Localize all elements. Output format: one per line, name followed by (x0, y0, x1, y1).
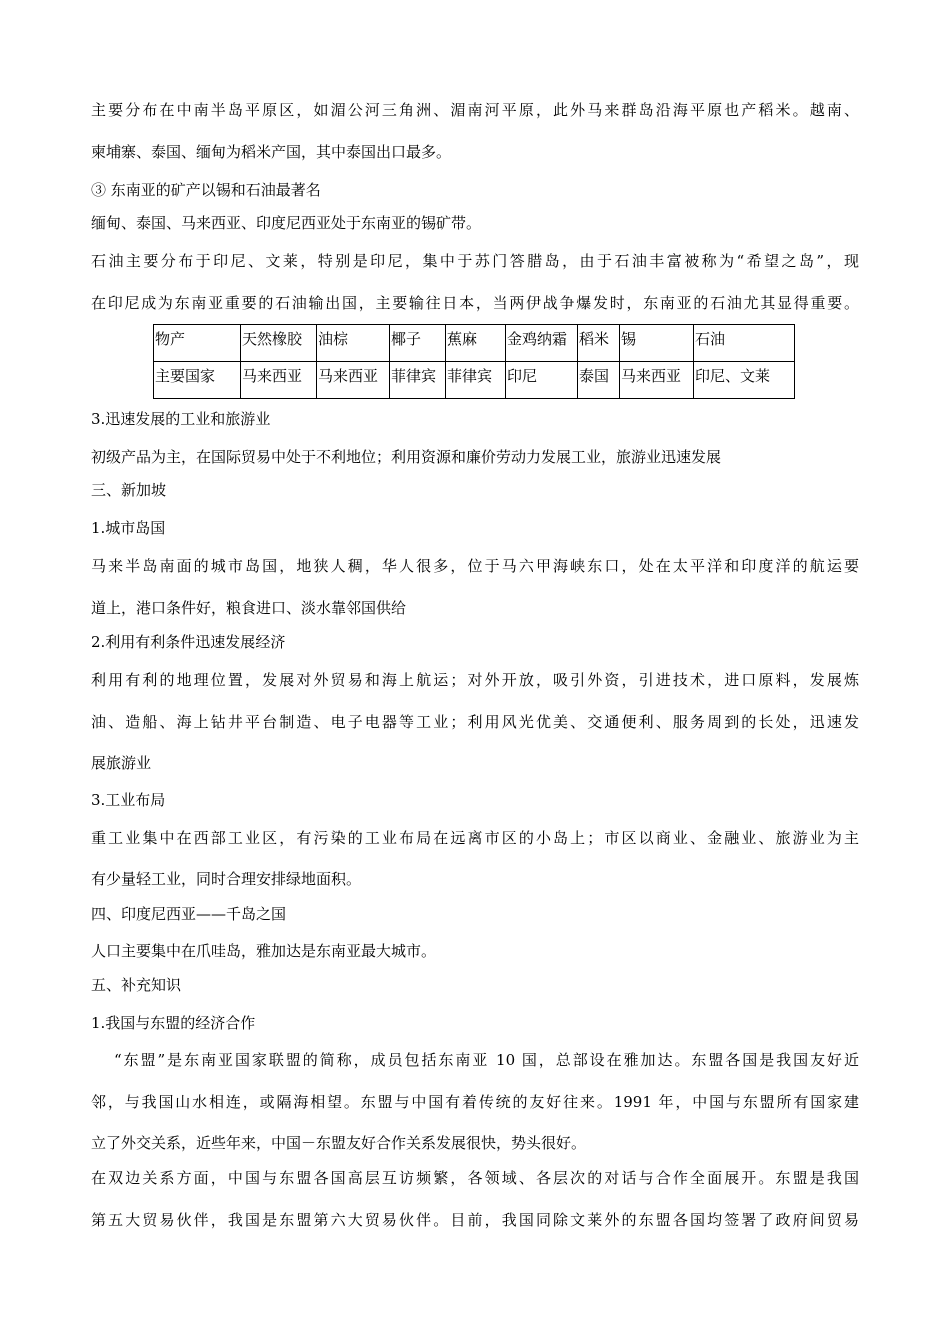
subsection-title: 2.利用有利条件迅速发展经济 (91, 633, 286, 651)
paragraph-economy: 展旅游业 (91, 754, 152, 772)
section-title-singapore: 三、新加坡 (91, 481, 167, 499)
paragraph-city-island: 道上，港口条件好，粮食进口、淡水靠邻国供给 (91, 599, 407, 617)
products-table (153, 324, 795, 399)
paragraph-tin: 缅甸、泰国、马来西亚、印度尼西亚处于东南亚的锡矿带。 (91, 214, 482, 232)
table-cell: 主要国家 (154, 362, 241, 399)
section-title-supplement: 五、补充知识 (91, 976, 182, 994)
paragraph-economy: 利用有利的地理位置，发展对外贸易和海上航运；对外开放，吸引外资，引进技术，进口原料，发展炼 (91, 671, 859, 689)
paragraph-city-island: 马来半岛南面的城市岛国，地狭人稠，华人很多，位于马六甲海峡东口，处在太平洋和印度洋的航运要 (91, 557, 859, 575)
table-cell: 菲律宾 (390, 362, 446, 399)
subsection-title: 1.城市岛国 (91, 519, 166, 537)
table-cell: 稻米 (578, 325, 620, 362)
paragraph-economy: 油、造船、海上钻井平台制造、电子电器等工业；利用风光优美、交通便利、服务周到的长处，迅速发 (91, 713, 859, 731)
paragraph-industry-layout: 有少量轻工业，同时合理安排绿地面积。 (91, 870, 362, 888)
table-cell: 马来西亚 (620, 362, 694, 399)
paragraph-oil: 在印尼成为东南亚重要的石油输出国，主要输往日本，当两伊战争爆发时，东南亚的石油尤其显得重要。 (91, 294, 859, 312)
table-cell: 物产 (154, 325, 241, 362)
heading-minerals: ③ 东南亚的矿产以锡和石油最著名 (91, 181, 321, 199)
paragraph-industry-layout: 重工业集中在西部工业区，有污染的工业布局在远离市区的小岛上；市区以商业、金融业、旅游业为主 (91, 829, 859, 847)
section-title: 3.迅速发展的工业和旅游业 (91, 410, 271, 428)
table-row (154, 362, 795, 399)
table-header-row (154, 325, 795, 362)
table-cell: 蕉麻 (446, 325, 506, 362)
subsection-title: 1.我国与东盟的经济合作 (91, 1014, 256, 1032)
table-cell: 泰国 (578, 362, 620, 399)
table-cell: 菲律宾 (446, 362, 506, 399)
table-cell: 石油 (694, 325, 795, 362)
table-cell: 印尼 (506, 362, 578, 399)
table-cell: 椰子 (390, 325, 446, 362)
paragraph-rice: 柬埔寨、泰国、缅甸为稻米产国，其中泰国出口最多。 (91, 143, 452, 161)
table-cell: 马来西亚 (317, 362, 390, 399)
paragraph-asean: 立了外交关系，近些年来，中国－东盟友好合作关系发展很快，势头很好。 (91, 1134, 587, 1152)
table-cell: 天然橡胶 (241, 325, 317, 362)
paragraph-bilateral: 第五大贸易伙伴，我国是东盟第六大贸易伙伴。目前，我国同除文莱外的东盟各国均签署了政府间贸易 (91, 1211, 859, 1229)
table-cell: 马来西亚 (241, 362, 317, 399)
paragraph-oil: 石油主要分布于印尼、文莱，特别是印尼，集中于苏门答腊岛，由于石油丰富被称为“希望之岛”，现 (91, 252, 859, 270)
paragraph-indonesia: 人口主要集中在爪哇岛，雅加达是东南亚最大城市。 (91, 942, 437, 960)
paragraph-industry: 初级产品为主，在国际贸易中处于不利地位；利用资源和廉价劳动力发展工业，旅游业迅速发展 (91, 448, 722, 466)
section-title-indonesia: 四、印度尼西亚——千岛之国 (91, 905, 287, 923)
table-cell: 油棕 (317, 325, 390, 362)
table-cell: 金鸡纳霜 (506, 325, 578, 362)
paragraph-bilateral: 在双边关系方面，中国与东盟各国高层互访频繁，各领域、各层次的对话与合作全面展开。东盟是我国 (91, 1169, 859, 1187)
table-cell: 印尼、文莱 (694, 362, 795, 399)
paragraph-rice: 主要分布在中南半岛平原区，如湄公河三角洲、湄南河平原，此外马来群岛沿海平原也产稻米。越南、 (91, 101, 859, 119)
table-cell: 锡 (620, 325, 694, 362)
paragraph-asean: 邻，与我国山水相连，或隔海相望。东盟与中国有着传统的友好往来。1991 年，中国与东盟所有国家建 (91, 1093, 859, 1111)
subsection-title: 3.工业布局 (91, 791, 166, 809)
paragraph-asean: “东盟”是东南亚国家联盟的简称，成员包括东南亚 10 国，总部设在雅加达。东盟各国是我国友好近 (114, 1051, 859, 1069)
